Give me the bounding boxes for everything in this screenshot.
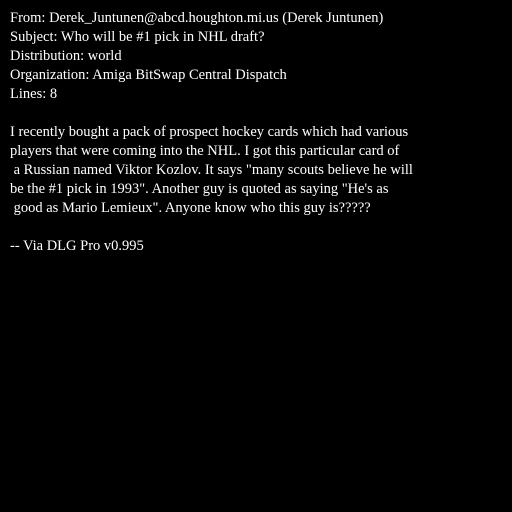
blank-line <box>10 218 505 237</box>
header-from: From: Derek_Juntunen@abcd.houghton.mi.us (Derek Juntunen) <box>10 10 384 26</box>
header-lines: Lines: 8 <box>10 86 58 102</box>
body-line: be the #1 pick in 1993". Another guy is quoted as saying "He's as <box>10 181 389 197</box>
body-line: I recently bought a pack of prospect hockey cards which had various <box>10 124 409 140</box>
header-organization: Organization: Amiga BitSwap Central Dispatch <box>10 67 287 83</box>
message-text <box>10 9 505 256</box>
header-subject: Subject: Who will be #1 pick in NHL draft? <box>10 29 265 45</box>
signature: -- Via DLG Pro v0.995 <box>10 238 144 254</box>
body-line: a Russian named Viktor Kozlov. It says "many scouts believe he will <box>10 162 413 178</box>
header-distribution: Distribution: world <box>10 48 122 64</box>
body-line: good as Mario Lemieux". Anyone know who this guy is????? <box>10 200 371 216</box>
body-line: players that were coming into the NHL. I got this particular card of <box>10 143 400 159</box>
blank-line <box>10 104 505 123</box>
